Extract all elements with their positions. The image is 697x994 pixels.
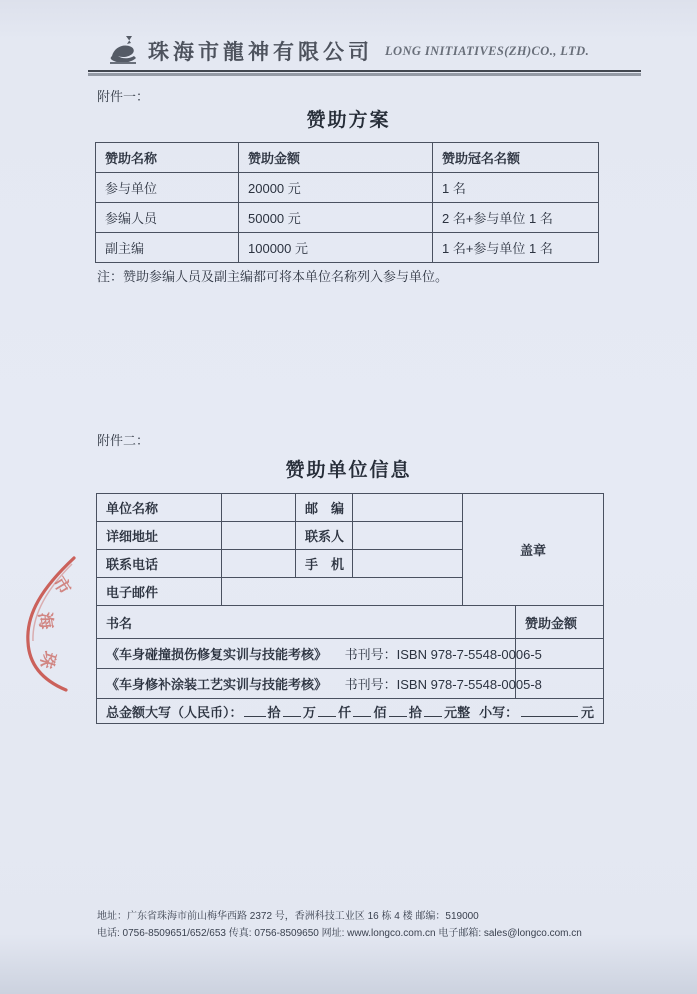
- book-isbn: 书刊号：ISBN 978-7-5548-0006-5: [344, 647, 542, 662]
- contact-person-label: 联系人: [296, 522, 353, 550]
- mobile-label: 手 机: [296, 550, 353, 578]
- sponsorship-plan-title: 赞助方案: [306, 110, 391, 131]
- blank-line: [389, 703, 407, 717]
- small-amount-label: 小写：: [479, 704, 519, 720]
- sponsor-name-cell: 参与单位: [96, 173, 239, 203]
- company-header: [106, 34, 589, 68]
- company-name-en: LONG INITIATIVES(ZH)CO., LTD.: [385, 43, 590, 58]
- footer-contact-info: [97, 908, 582, 942]
- table-row: [96, 173, 599, 203]
- company-name-cn: 珠海市龍神有限公司: [148, 40, 373, 64]
- seal-char: 海: [34, 611, 57, 631]
- blank-line: [283, 703, 301, 717]
- total-amount-line: [106, 702, 594, 721]
- col-header-naming-quota: 赞助冠名名额: [433, 143, 599, 173]
- unit-name-input-cell: [222, 494, 296, 522]
- book-row: [97, 639, 604, 669]
- footer-phone-line: 电话: 0756-8509651/652/653 传真: 0756-8509650 网址: www.longco.com.cn 电子邮箱: sales@longco.com.cn: [97, 928, 582, 939]
- address-label: 详细地址: [97, 522, 222, 550]
- yuan-suffix: 元: [580, 704, 594, 720]
- book-title: 《车身修补涂装工艺实训与技能考核》: [106, 677, 328, 692]
- sponsor-name-cell: 副主编: [96, 233, 239, 263]
- blank-line: [318, 703, 336, 717]
- address-input-cell: [222, 522, 296, 550]
- book-row: [97, 669, 604, 699]
- blank-line: [244, 703, 266, 717]
- contact-person-input-cell: [353, 522, 463, 550]
- total-prefix: 总金额大写（人民币）：: [106, 704, 243, 720]
- col-header-sponsor-amount: 赞助金额: [239, 143, 433, 173]
- book-title: 《车身碰撞损伤修复实训与技能考核》: [106, 647, 328, 662]
- seal-char: 市: [49, 573, 75, 598]
- phone-input-cell: [222, 550, 296, 578]
- book-isbn: 书刊号：ISBN 978-7-5548-0005-8: [344, 677, 542, 692]
- unit-bai: 佰: [373, 704, 387, 720]
- table-header-row: [96, 143, 599, 173]
- unit-wan: 万: [302, 704, 316, 720]
- total-amount-row: [97, 699, 604, 724]
- total-amount-cell: [97, 699, 604, 724]
- col-header-sponsor-name: 赞助名称: [96, 143, 239, 173]
- seal-char: 珠: [35, 648, 60, 671]
- sponsorship-note: 注：赞助参编人员及副主编都可将本单位名称列入参与单位。: [97, 269, 449, 284]
- postcode-label: 邮 编: [296, 494, 353, 522]
- footer-address-line: 地址：广东省珠海市前山梅华西路 2372 号，香洲科技工业区 16 栋 4 楼 邮编：519000: [97, 911, 479, 922]
- sponsor-info-form-table: [96, 493, 604, 724]
- book-title-cell: [97, 669, 542, 699]
- blank-line: [353, 703, 371, 717]
- total-suffix: 元整: [444, 704, 471, 720]
- sponsor-amount-cell: 50000 元: [239, 203, 433, 233]
- sponsorship-plan-table: [95, 142, 599, 263]
- dragon-logo-icon: [106, 34, 140, 68]
- naming-quota-cell: 2 名+参与单位 1 名: [433, 203, 599, 233]
- header-divider: [88, 70, 641, 76]
- header-divider-dark-line: [88, 70, 641, 72]
- book-title-cell: [97, 639, 542, 669]
- form-row-unit-name: [97, 494, 604, 522]
- seal-area-cell: 盖章: [463, 494, 604, 606]
- attachment1-label: 附件一：: [97, 89, 150, 104]
- sponsor-amount-cell: 20000 元: [239, 173, 433, 203]
- sponsor-amount-header: 赞助金额: [516, 606, 604, 639]
- table-row: [96, 203, 599, 233]
- sponsor-name-cell: 参编人员: [96, 203, 239, 233]
- book-name-header: 书名: [97, 606, 516, 639]
- unit-qian: 仟: [338, 704, 352, 720]
- postcode-input-cell: [353, 494, 463, 522]
- sponsor-amount-cell: 100000 元: [239, 233, 433, 263]
- unit-shi2: 拾: [408, 704, 422, 720]
- email-label: 电子邮件: [97, 578, 222, 606]
- attachment2-label: 附件二：: [97, 433, 150, 448]
- email-input-cell: [222, 578, 463, 606]
- header-divider-gray-line: [88, 73, 641, 76]
- blank-line: [521, 703, 578, 717]
- blank-line: [424, 703, 442, 717]
- sponsor-info-title: 赞助单位信息: [285, 460, 412, 481]
- mobile-input-cell: [353, 550, 463, 578]
- table-row: [96, 233, 599, 263]
- unit-shi: 拾: [267, 704, 281, 720]
- book-header-row: [97, 606, 604, 639]
- unit-name-label: 单位名称: [97, 494, 222, 522]
- naming-quota-cell: 1 名+参与单位 1 名: [433, 233, 599, 263]
- naming-quota-cell: 1 名: [433, 173, 599, 203]
- phone-label: 联系电话: [97, 550, 222, 578]
